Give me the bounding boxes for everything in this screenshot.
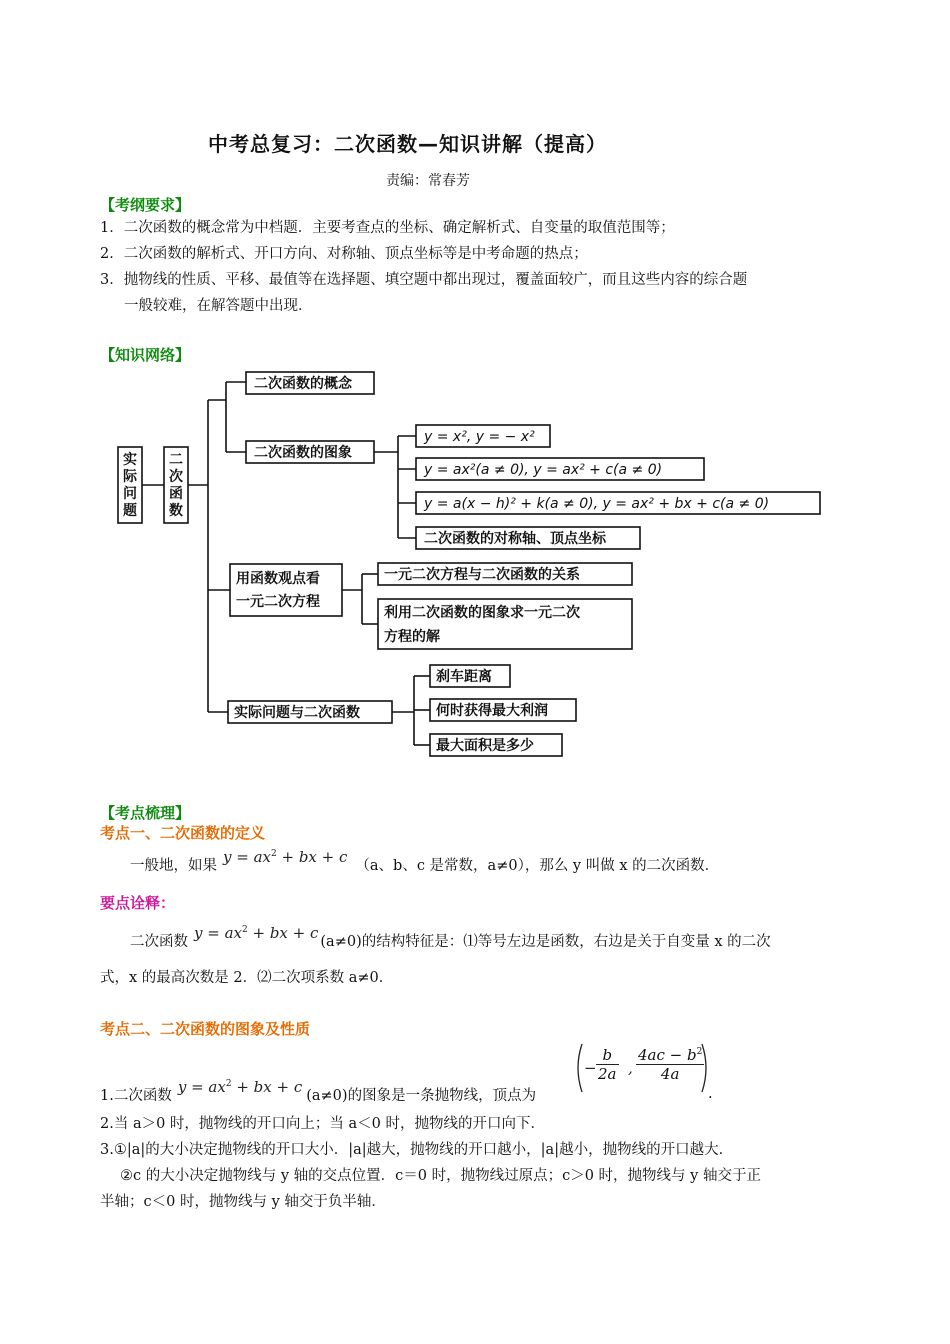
page-title: 中考总复习：二次函数—知识讲解（提高） bbox=[208, 132, 607, 156]
note-line-1: 二次函数 $y = ax^2$ + bx + c (a≠0)的结构特征是：⑴等号左边是函数，右边是关于自变量 x 的二次 bbox=[130, 924, 771, 950]
vertex-x-denominator: 2a bbox=[598, 1065, 617, 1083]
branch-label-equation-1: 用函数观点看 bbox=[236, 571, 320, 587]
note-line-2: 式，x 的最高次数是 2．⑵二次项系数 a≠0． bbox=[100, 970, 394, 986]
vertex-comma: , bbox=[628, 1059, 633, 1077]
equation-graph-solve-2: 方程的解 bbox=[384, 629, 440, 645]
point2-item1-end: . bbox=[708, 1086, 713, 1102]
syllabus-item-2: 2．二次函数的解析式、开口方向、对称轴、顶点坐标等是中考命题的热点； bbox=[100, 246, 588, 262]
point2-item3c: 半轴；c＜0 时，抛物线与 y 轴交于负半轴． bbox=[100, 1194, 386, 1210]
branch-label-concept: 二次函数的概念 bbox=[254, 376, 352, 392]
editor-credit: 责编：常春芳 bbox=[386, 173, 470, 189]
equation-graph-solve-1: 利用二次函数的图象求一元二次 bbox=[384, 605, 580, 621]
point2-item3a: 3.①|a|的大小决定抛物线的开口大小．|a|越大，抛物线的开口越小，|a|越小，抛物线的开口越大． bbox=[100, 1142, 734, 1158]
network-heading: 【知识网络】 bbox=[100, 346, 191, 364]
branch-label-practical: 实际问题与二次函数 bbox=[234, 705, 360, 721]
quadratic-formula: $y = ax^2$ + bx + c bbox=[177, 1078, 303, 1096]
center-label: 二次函数 bbox=[169, 452, 183, 519]
point2-item2: 2.当 a＞0 时，抛物线的开口向上；当 a＜0 时，抛物线的开口向下． bbox=[100, 1116, 546, 1132]
syllabus-item-3-cont: 一般较难，在解答题中出现． bbox=[124, 298, 313, 314]
graph-axis-vertex: 二次函数的对称轴、顶点坐标 bbox=[424, 531, 606, 547]
vertex-y-fraction bbox=[636, 1046, 704, 1083]
branch-label-graph: 二次函数的图象 bbox=[254, 445, 352, 461]
point1-line: 一般地，如果 $y = ax^2$ + bx + c （a、b、c 是常数，a≠0），那么 y 叫做 x 的二次函数． bbox=[130, 848, 720, 874]
graph-form-3: y = a(x − h)² + k(a ≠ 0), y = ax² + bx + c(a ≠ 0) bbox=[424, 496, 770, 512]
graph-form-1: y = x², y = − x² bbox=[424, 429, 535, 445]
branch-label-equation-2: 一元二次方程 bbox=[236, 594, 320, 610]
point2-item1: 1.二次函数 $y = ax^2$ + bx + c (a≠0)的图象是一条抛物线，顶点为 bbox=[100, 1078, 537, 1104]
equation-relation: 一元二次方程与二次函数的关系 bbox=[384, 567, 580, 583]
quadratic-formula: $y = ax^2$ + bx + c bbox=[223, 848, 348, 866]
syllabus-heading: 【考纲要求】 bbox=[100, 196, 191, 214]
points-heading: 【考点梳理】 bbox=[100, 804, 191, 822]
point2-title: 考点二、二次函数的图象及性质 bbox=[100, 1020, 311, 1038]
graph-form-2: y = ax²(a ≠ 0), y = ax² + c(a ≠ 0) bbox=[424, 462, 663, 478]
syllabus-item-3: 3．抛物线的性质、平移、最值等在选择题、填空题中都出现过，覆盖面较广，而且这些内容的综合题 bbox=[100, 272, 748, 288]
practical-area: 最大面积是多少 bbox=[436, 738, 534, 754]
vertex-x-numerator: b bbox=[596, 1046, 619, 1065]
vertex-y-numerator: $4ac - b^2$ bbox=[638, 1046, 703, 1064]
root-label: 实际问题 bbox=[123, 452, 137, 519]
vertex-y-denominator: 4a bbox=[660, 1065, 680, 1083]
note-title: 要点诠释： bbox=[100, 894, 176, 912]
vertex-minus: − bbox=[584, 1059, 597, 1077]
vertex-x-fraction bbox=[596, 1046, 619, 1083]
practical-profit: 何时获得最大利润 bbox=[436, 703, 548, 719]
point1-title: 考点一、二次函数的定义 bbox=[100, 824, 266, 842]
practical-braking: 刹车距离 bbox=[436, 669, 492, 685]
point2-item3b: ②c 的大小决定抛物线与 y 轴的交点位置．c＝0 时，抛物线过原点；c＞0 时，抛物线与 y 轴交于正 bbox=[120, 1168, 761, 1184]
syllabus-item-1: 1．二次函数的概念常为中档题．主要考查点的坐标、确定解析式、自变量的取值范围等； bbox=[100, 220, 675, 236]
quadratic-formula: $y = ax^2$ + bx + c bbox=[194, 924, 319, 942]
